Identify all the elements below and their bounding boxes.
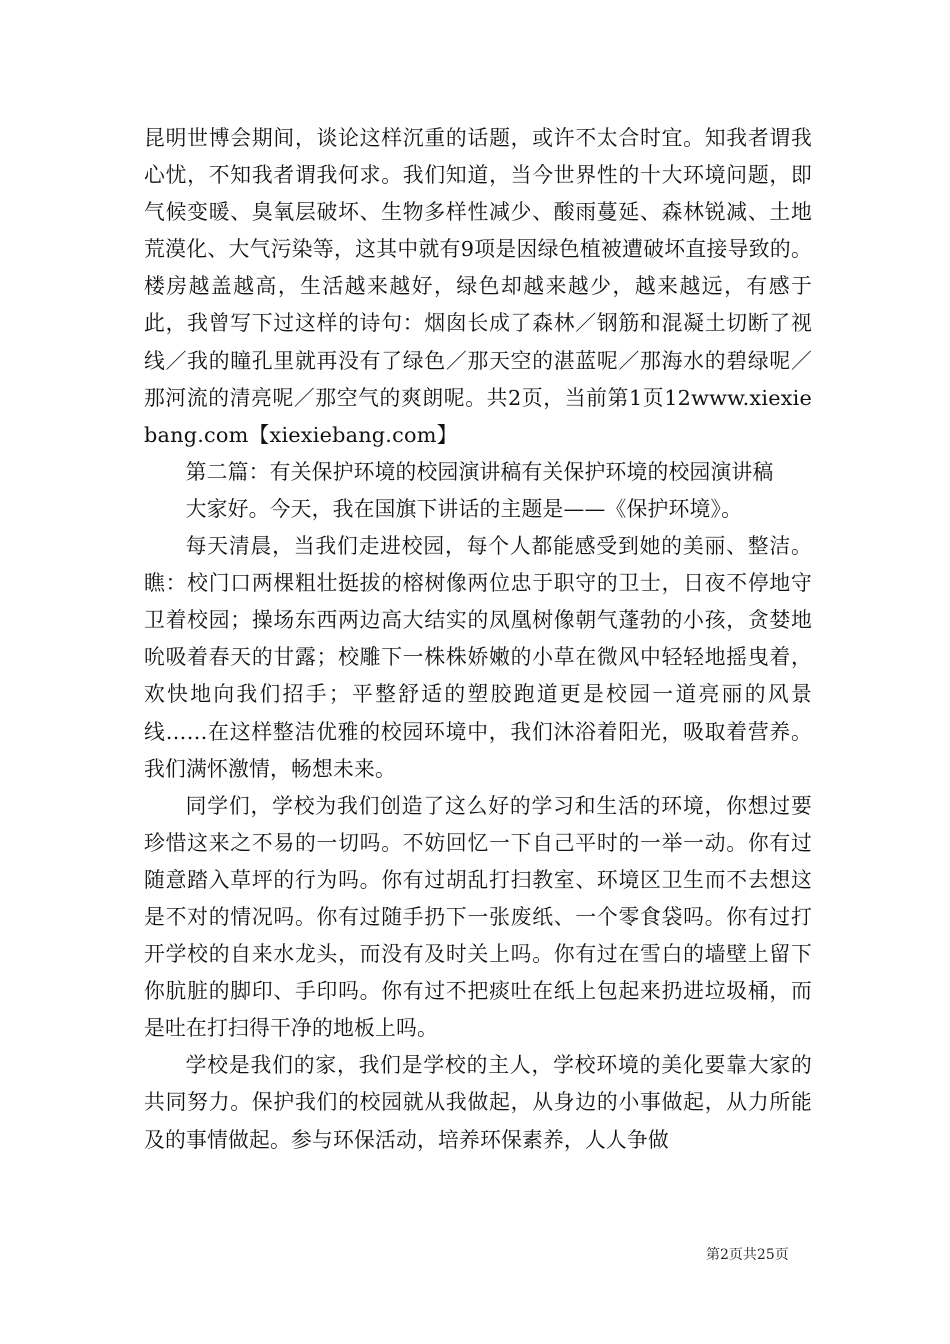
total-pages-number: 25 (756, 1247, 775, 1263)
footer-prefix: 第 (706, 1247, 720, 1263)
section-heading: 第二篇：有关保护环境的校园演讲稿有关保护环境的校园演讲稿 (185, 459, 774, 484)
footer-middle: 页共 (728, 1247, 757, 1263)
paragraph-greeting: 大家好。今天，我在国旗下讲话的主题是——《保护环境》。 (185, 496, 743, 521)
paragraph-4: 每天清晨，当我们走进校园，每个人都能感受到她的美丽、整洁。瞧：校门口两棵粗壮挺拔的榕树像两位忠于职守的卫士，日夜不停地守卫着校园；操场东西两边高大结实的凤凰树像朝气蓬勃的小孩，贪婪地吮吸着春天的甘露；校雕下一株株娇嫩的小草在微风中轻轻地摇曳着，欢快地向我们招手；平整舒适的塑胶跑道更是校园一道亮丽的风景线……在这样整洁优雅的校园环境中，我们沐浴着阳光，吸取着营养。我们满怀激情，畅想未来。 (144, 534, 812, 781)
footer-suffix: 页 (774, 1247, 789, 1263)
paragraph-1: 昆明世博会期间，谈论这样沉重的话题，或许不太合时宜。知我者谓我心忧，不知我者谓我何求。我们知道，当今世界性的十大环境问题，即气候变暖、臭氧层破坏、生物多样性减少、酸雨蔓延、森林锐减、土地荒漠化、大气污染等，这其中就有9项是因绿色植被遭破坏直接导致的。楼房越盖越高，生活越来越好，绿色却越来越少，越来越远，有感于此，我曾写下过这样的诗句：烟囱长成了森林／钢筋和混凝土切断了视线／我的瞳孔里就再没有了绿色／那天空的湛蓝呢／那海水的碧绿呢／那河流的清亮呢／那空气的爽朗呢。共2页，当前第1页12www.xiexiebang.com【xiexiebang.com】 (144, 126, 812, 447)
page-number (706, 1245, 789, 1265)
paragraph-6: 学校是我们的家，我们是学校的主人，学校环境的美化要靠大家的共同努力。保护我们的校园就从我做起，从身边的小事做起，从力所能及的事情做起。参与环保活动，培养环保素养，人人争做 (144, 1053, 812, 1152)
document-body (144, 120, 812, 1159)
current-page-number: 2 (720, 1247, 729, 1263)
paragraph-5: 同学们，学校为我们创造了这么好的学习和生活的环境，你想过要珍惜这来之不易的一切吗。不妨回忆一下自己平时的一举一动。你有过随意踏入草坪的行为吗。你有过胡乱打扫教室、环境区卫生而不去想这是不对的情况吗。你有过随手扔下一张废纸、一个零食袋吗。你有过打开学校的自来水龙头，而没有及时关上吗。你有过在雪白的墙壁上留下你肮脏的脚印、手印吗。你有过不把痰吐在纸上包起来扔进垃圾桶，而是吐在打扫得干净的地板上吗。 (144, 793, 812, 1041)
